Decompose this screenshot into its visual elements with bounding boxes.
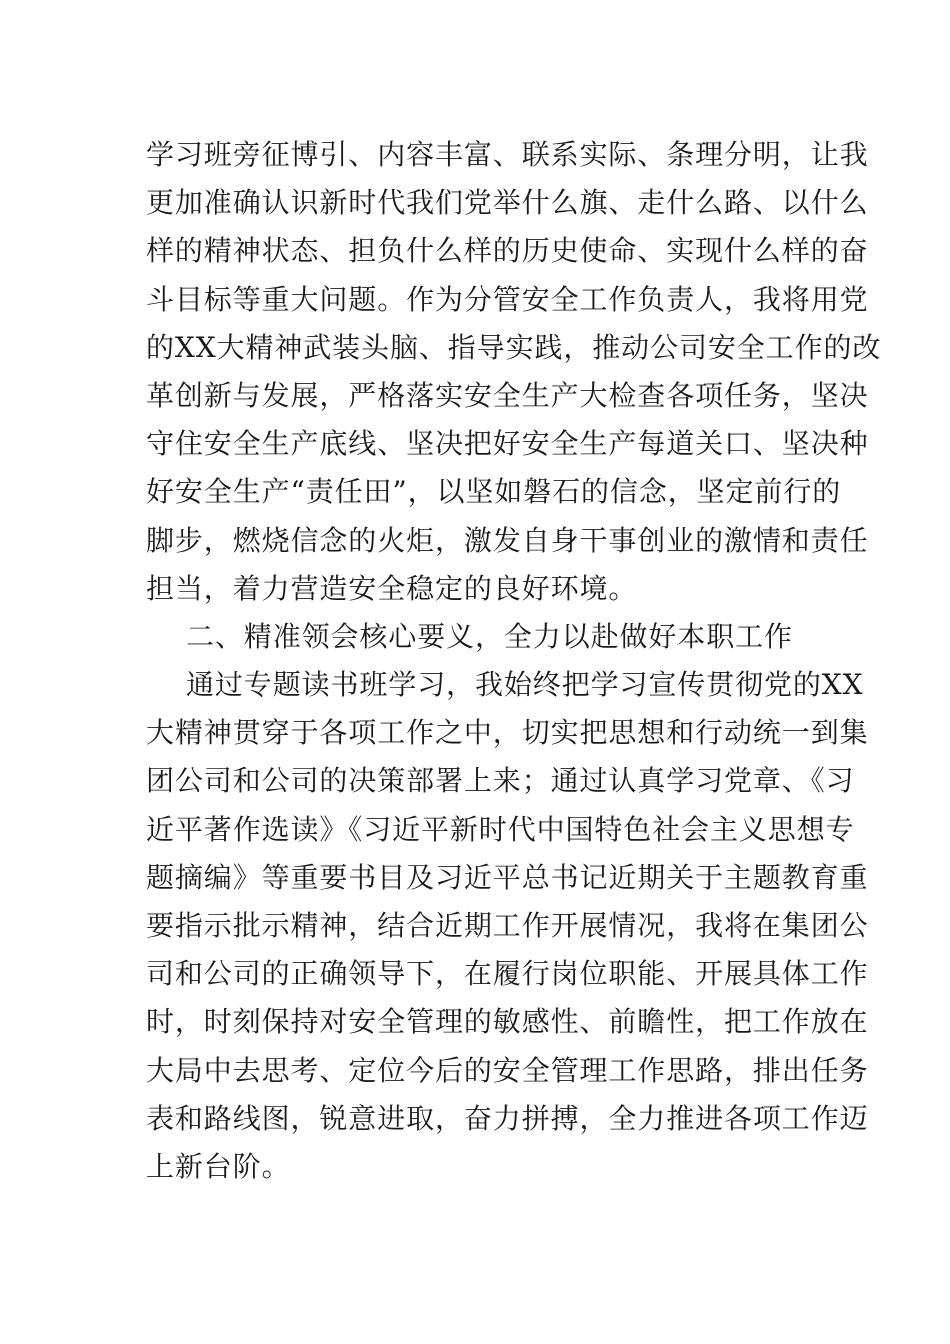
paragraph-line: 守住安全生产底线、坚决把好安全生产每道关口、坚决种 xyxy=(146,427,869,461)
paragraph-line: 学习班旁征博引、内容丰富、联系实际、条理分明，让我 xyxy=(146,138,869,171)
paragraph-line: 表和路线图，锐意进取，奋力拼搏，全力推进各项工作迈 xyxy=(146,1101,869,1135)
paragraph-line: 近平著作选读》《习近平新时代中国特色社会主义思想专 xyxy=(146,812,855,846)
paragraph-line: 大精神贯穿于各项工作之中，切实把思想和行动统一到集 xyxy=(146,716,869,750)
paragraph-line: 斗目标等重大问题。作为分管安全工作负责人，我将用党 xyxy=(146,282,869,316)
paragraph-line: 更加准确认识新时代我们党举什么旗、走什么路、以什么 xyxy=(146,186,869,220)
paragraph-line: 通过专题读书班学习，我始终把学习宣传贯彻党的XX xyxy=(186,668,864,702)
document-body xyxy=(146,131,882,1191)
paragraph-line: 团公司和公司的决策部署上来；通过认真学习党章、《习 xyxy=(146,764,855,798)
paragraph-line: 革创新与发展，严格落实安全生产大检查各项任务，坚决 xyxy=(146,378,869,412)
paragraph-line: 样的精神状态、担负什么样的历史使命、实现什么样的奋 xyxy=(146,234,869,268)
section-heading: 二、精准领会核心要义，全力以赴做好本职工作 xyxy=(186,619,793,653)
paragraph-line: 司和公司的正确领导下，在履行岗位职能、开展具体工作 xyxy=(146,957,869,991)
paragraph-line: 好安全生产“责任田”，以坚如磐石的信念，坚定前行的 xyxy=(146,475,842,509)
paragraph-line: 大局中去思考、定位今后的安全管理工作思路，排出任务 xyxy=(146,1053,869,1087)
paragraph-line: 的XX大精神武装头脑、指导实践，推动公司安全工作的改 xyxy=(146,330,882,364)
paragraph-line: 时，时刻保持对安全管理的敏感性、前瞻性，把工作放在 xyxy=(146,1005,869,1039)
paragraph-line: 要指示批示精神，结合近期工作开展情况，我将在集团公 xyxy=(146,909,869,942)
paragraph-line: 脚步，燃烧信念的火炬，激发自身干事创业的激情和责任 xyxy=(146,523,869,557)
paragraph-line: 担当，着力营造安全稳定的良好环境。 xyxy=(146,571,638,605)
paragraph-line: 上新台阶。 xyxy=(146,1149,291,1183)
paragraph-line: 题摘编》等重要书目及习近平总书记近期关于主题教育重 xyxy=(146,860,869,894)
